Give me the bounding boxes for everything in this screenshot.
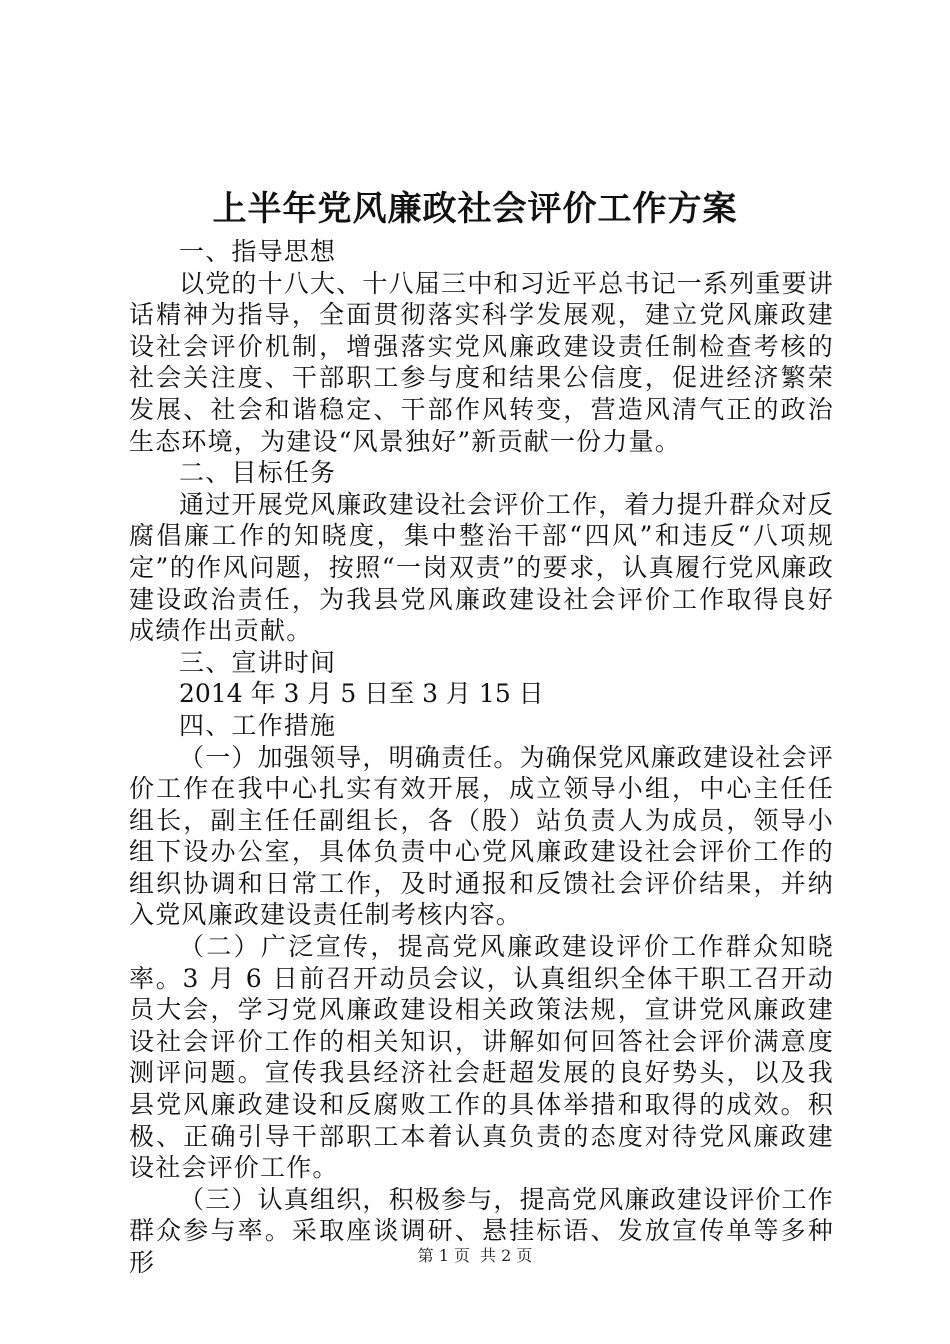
paragraph-schedule-dates: 2014 年 3 月 5 日至 3 月 15 日 [179, 679, 544, 709]
page-total: 共 2 页 [480, 1246, 533, 1265]
paragraph-measure-2: （二）广泛宣传，提高党风廉政建设评价工作群众知晓率。3 月 6 日前召开动员会议，认真组织全体干职工召开动员大会，学习党风廉政建设相关政策法规，宣讲党风廉政建设社会评价工作的相关知识，讲解如何回答社会评价满意度测评问题。宣传我县经济社会赶超发展的良好势头，以及我县党风廉政建设和反腐败工作的具体举措和取得的成效。积极、正确引导干部职工本着认真负责的态度对待党风廉政建设社会评价工作。 [129, 932, 834, 1183]
section-heading-schedule: 三、宣讲时间 [179, 647, 337, 677]
section-heading-measures: 四、工作措施 [179, 710, 337, 740]
document-title: 上半年党风廉政社会评价工作方案 [212, 189, 738, 229]
paragraph-measure-3: （三）认真组织，积极参与，提高党风廉政建设评价工作群众参与率。采取座谈调研、悬挂标语、发放宣传单等多种形 [129, 1184, 835, 1277]
page-number: 第 1 页 [417, 1246, 470, 1265]
section-heading-guiding-ideology: 一、指导思想 [179, 237, 337, 266]
page-footer [0, 1245, 950, 1267]
paragraph-guiding-ideology: 以党的十八大、十八届三中和习近平总书记一系列重要讲话精神为指导，全面贯彻落实科学发展观，建立党风廉政建设社会评价机制，增强落实党风廉政建设责任制检查考核的社会关注度、干部职工参与度和结果公信度，促进经济繁荣发展、社会和谐稳定、干部作风转变，营造风清气正的政治生态环境，为建设“风景独好”新贡献一份力量。 [129, 268, 835, 456]
section-heading-goals: 二、目标任务 [179, 458, 337, 488]
paragraph-goals: 通过开展党风廉政建设社会评价工作，着力提升群众对反腐倡廉工作的知晓度，集中整治干部“四风”和违反“八项规定”的作风问题，按照“一岗双责”的要求，认真履行党风廉政建设政治责任，为我县党风廉政建设社会评价工作取得良好成绩作出贡献。 [129, 489, 835, 646]
document-body [129, 236, 834, 1279]
paragraph-measure-1: （一）加强领导，明确责任。为确保党风廉政建设社会评价工作在我中心扎实有效开展，成立领导小组，中心主任任组长，副主任任副组长，各（股）站负责人为成员，领导小组下设办公室，具体负责中心党风廉政建设社会评价工作的组织协调和日常工作，及时通报和反馈社会评价结果，并纳入党风廉政建设责任制考核内容。 [129, 742, 835, 930]
